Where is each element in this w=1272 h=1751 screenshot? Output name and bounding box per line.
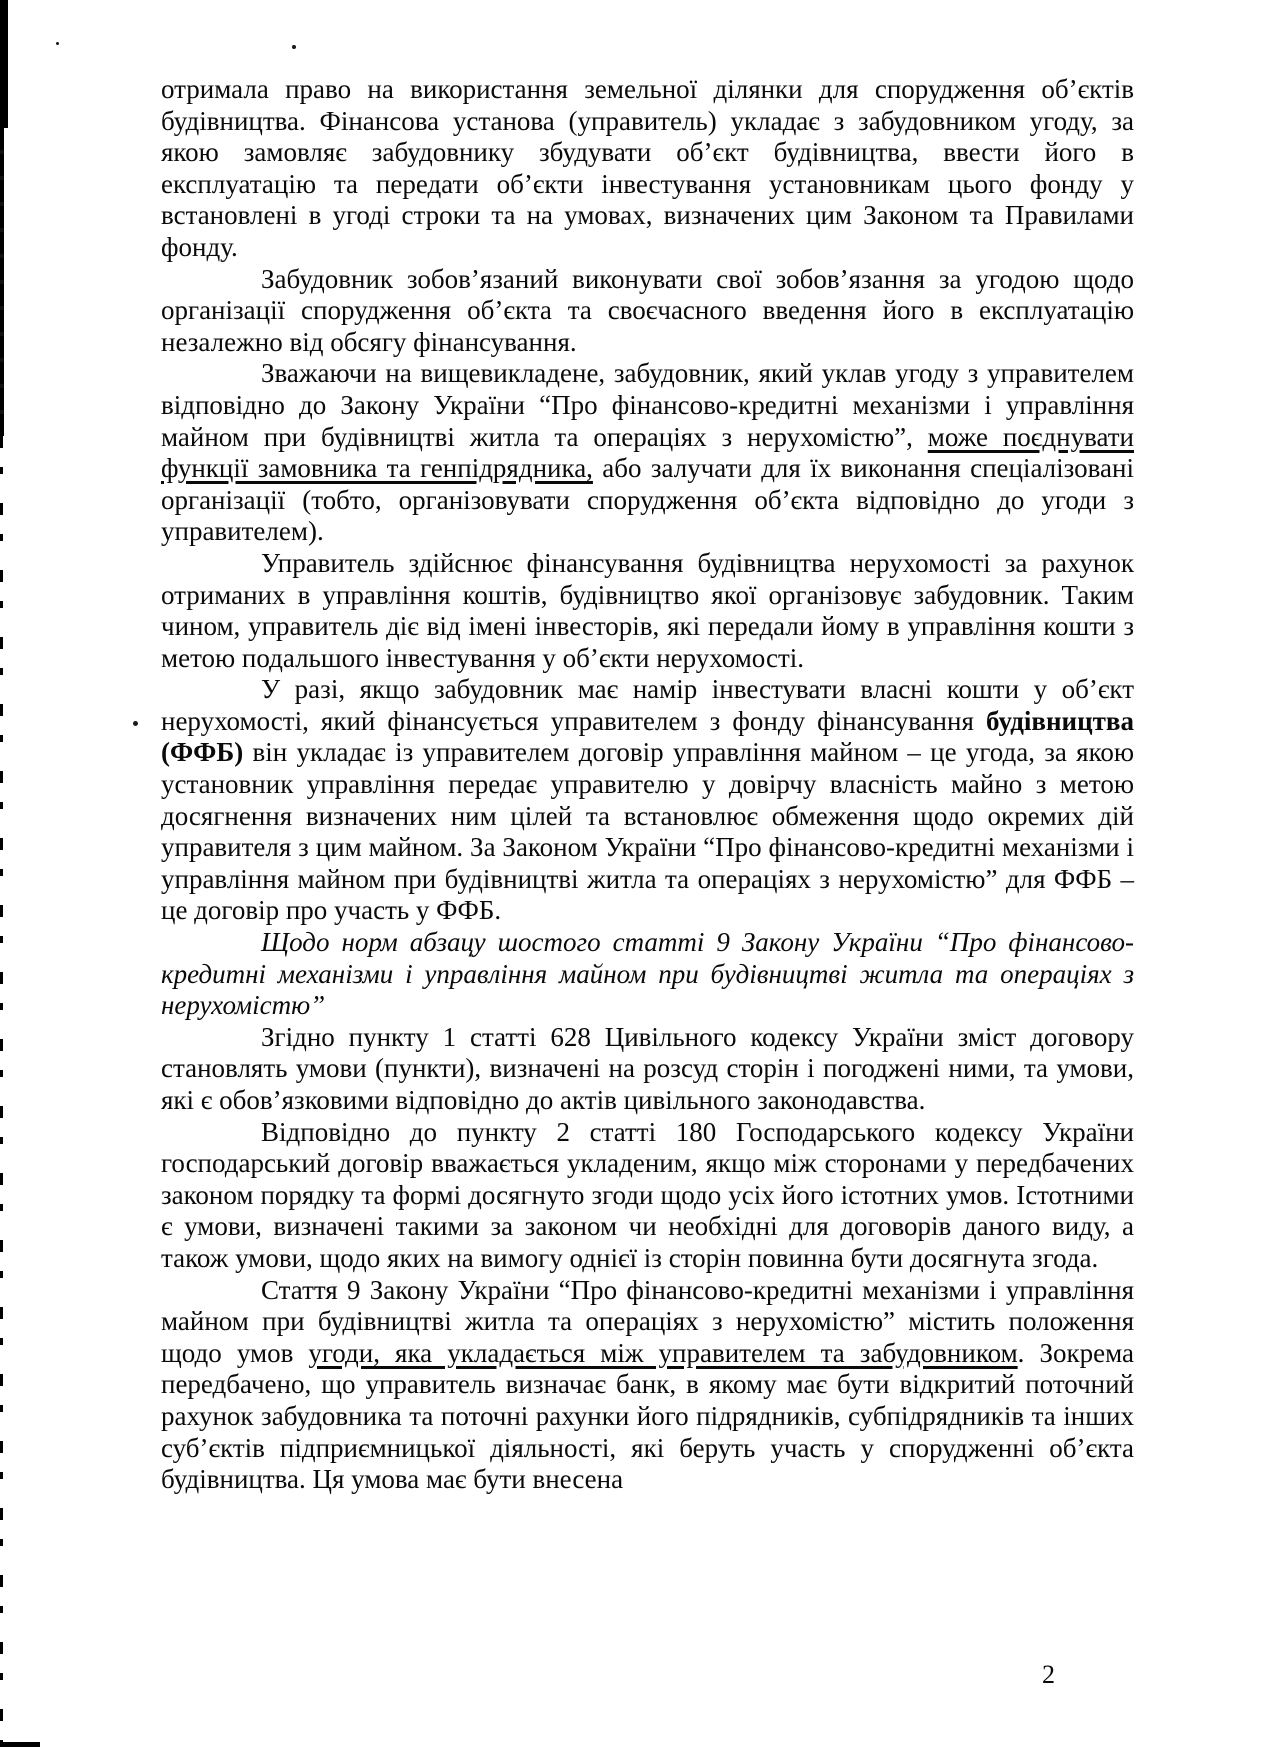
- document-body: [161, 74, 1134, 1496]
- text-segment: Щодо норм абзацу шостого статті 9 Закону України “Про фінансово-кредитні механізми і управління майном при будівництві житла та операціях з нерухомістю”: [161, 927, 1134, 1021]
- scan-speck: [133, 721, 138, 726]
- text-segment: У разі, якщо забудовник має намір інвестувати власні кошти у об’єкт нерухомості, який фінансується управителем з фонду фінансування: [161, 674, 1134, 736]
- paragraph: [161, 927, 1134, 1022]
- text-segment: . Зокрема передбачено, що управитель визначає банк, в якому має бути відкритий поточний рахунок забудовника та поточні рахунки його підрядників, субпідрядників та інших суб’єктів підприємницької діяльності, які беруть участь у спорудженні об’єкта будівництва. Ця умова має бути внесена: [161, 1337, 1135, 1495]
- scan-artifact-left-bar-thin: [0, 128, 4, 436]
- text-segment: Стаття 9 Закону України “Про фінансово-кредитні механізми і управління майном при будівництві житла та операціях з нерухомістю” містить положення щодо умов: [161, 1274, 1134, 1368]
- text-segment: отримала право на використання земельної ділянки для спорудження об’єктів будівництва. Фінансова установа (управитель) укладає з забудовником угоду, за якою замовляє забудовнику збудувати об’єкт будівництва, ввести його в експлуатацію та передати об’єкти інвестування установникам цього фонду у встановлені в угоді строки та на умовах, визначених цим Законом та Правилами фонду.: [161, 74, 1134, 262]
- paragraph: [161, 548, 1134, 674]
- text-segment: Зважаючи на вищевикладене, забудовник, який уклав угоду з управителем відповідно до Закону України “Про фінансово-кредитні механізми і управління майном при будівництві житла та операціях з нерухомістю”,: [161, 358, 1134, 452]
- text-segment: він укладає із управителем договір управління майном – це угода, за якою установник управління передає управителю у довірчу власність майно з метою досягнення визначених ним цілей та встановлює обмеження щодо окремих дій управителя з цим майном. За Законом України “Про фінансово-кредитні механізми і управління майном при будівництві житла та операціях з нерухомістю” для ФФБ – це договір про участь у ФФБ.: [161, 737, 1134, 926]
- paragraph: [161, 264, 1134, 359]
- scan-speck: [292, 45, 296, 49]
- paragraph: [161, 674, 1134, 927]
- page-number: 2: [1042, 1660, 1055, 1689]
- scan-speck: [56, 42, 59, 45]
- text-segment: Управитель здійснює фінансування будівництва нерухомості за рахунок отриманих в управління коштів, будівництво якої організовує забудовник. Таким чином, управитель діє від імені інвесторів, які передали йому в управління кошти з метою подальшого інвестування у об’єкти нерухомості.: [161, 547, 1134, 673]
- underlined-text: угоди, яка укладається між управителем та забудовником: [308, 1337, 1018, 1368]
- scan-artifact-left-bar: [0, 0, 8, 128]
- text-segment: Згідно пункту 1 статті 628 Цивільного кодексу України зміст договору становлять умови (пункти), визначені на розсуд сторін і погоджені ними, та умови, які є обов’язковими відповідно до актів цивільного законодавства.: [161, 1021, 1134, 1115]
- paragraph: [161, 1117, 1134, 1275]
- paragraph: [161, 74, 1134, 264]
- paragraph: [161, 358, 1134, 548]
- paragraph: [161, 1275, 1134, 1496]
- text-segment: Забудовник зобов’язаний виконувати свої зобов’язання за угодою щодо організації спорудження об’єкта та своєчасного введення його в експлуатацію незалежно від обсягу фінансування.: [161, 263, 1134, 357]
- scan-artifact-left-dashes: [0, 436, 3, 1751]
- paragraph: [161, 1022, 1134, 1117]
- underlined-text: може поєднувати функції замовника та генпідрядника,: [161, 421, 1134, 484]
- scan-artifact-corner-mark: [2, 1742, 40, 1747]
- bold-text: будівництва (ФФБ): [161, 705, 1134, 768]
- text-segment: або залучати для їх виконання спеціалізовані організації (тобто, організовувати спорудження об’єкта відповідно до угоди з управителем).: [161, 453, 1134, 547]
- text-segment: Відповідно до пункту 2 статті 180 Господарського кодексу України господарський договір вважається укладеним, якщо між сторонами у передбачених законом порядку та формі досягнуто згоди щодо усіх його істотних умов. Істотними є умови, визначені такими за законом чи необхідні для договорів даного виду, а також умови, щодо яких на вимогу однієї із сторін повинна бути досягнута згода.: [161, 1116, 1134, 1273]
